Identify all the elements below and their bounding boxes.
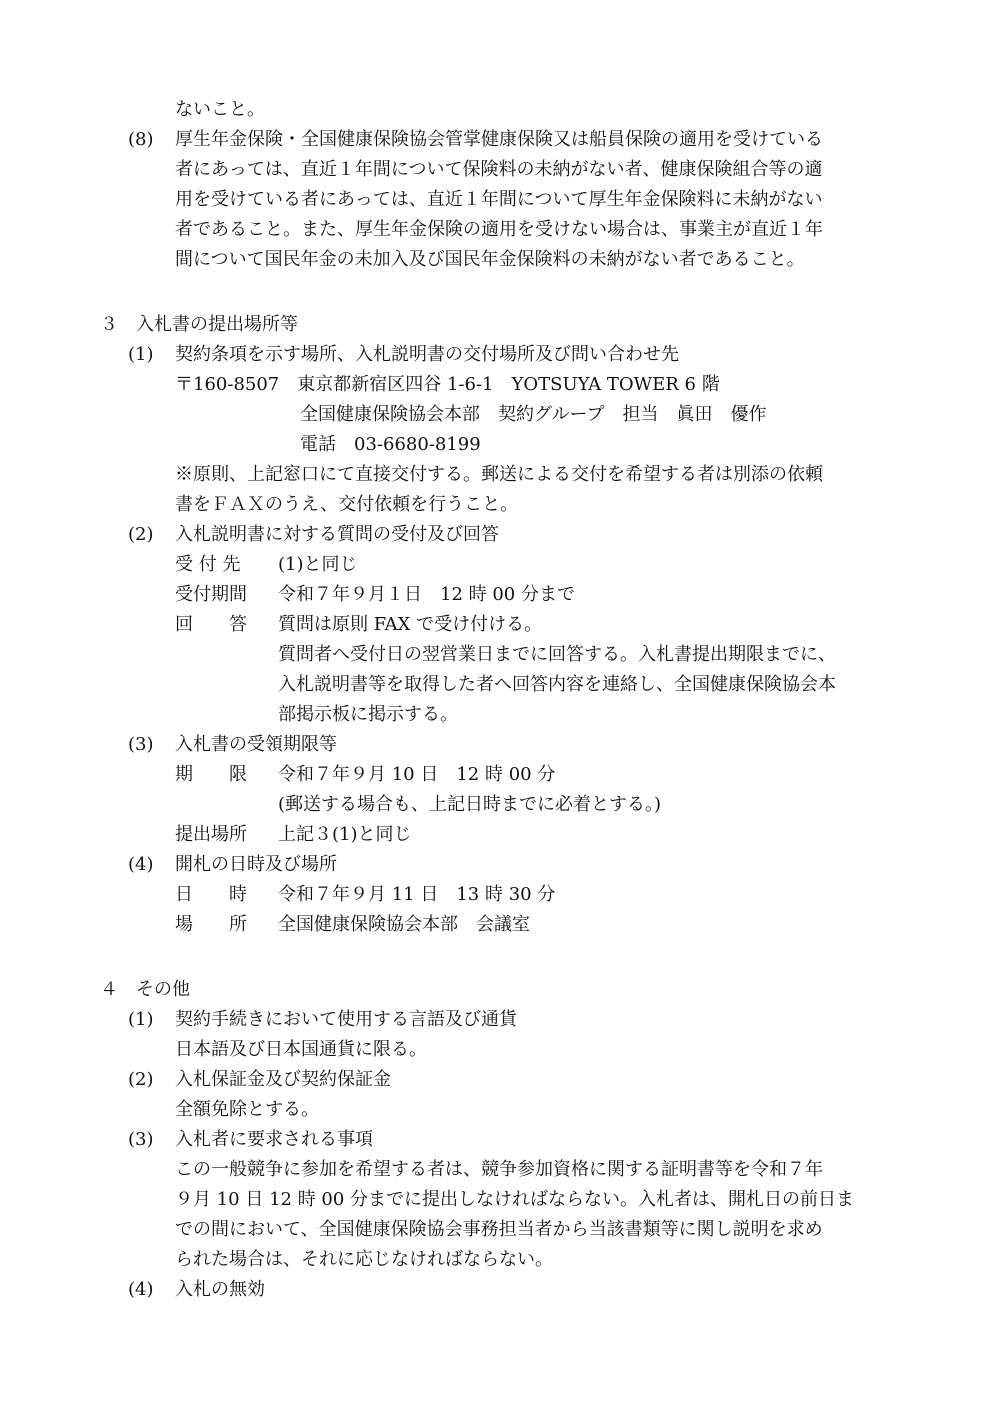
item-8-line: 者にあっては、直近１年間について保険料の未納がない者、健康保険組合等の適	[175, 159, 823, 180]
contact-person: 全国健康保険協会本部 契約グループ 担当 眞田 優作	[300, 404, 767, 425]
opening-place-value: 全国健康保険協会本部 会議室	[278, 914, 530, 935]
contact-phone: 電話 03-6680-8199	[300, 434, 481, 455]
section-4-4-title: 入札の無効	[175, 1279, 265, 1300]
section-3-2-title: 入札説明書に対する質問の受付及び回答	[175, 524, 499, 545]
item-8-line: 厚生年金保険・全国健康保険協会管掌健康保険又は船員保険の適用を受けている	[175, 129, 823, 150]
section-4-1-body: 日本語及び日本国通貨に限る。	[175, 1039, 427, 1060]
period-value: 令和７年９月１日 12 時 00 分まで	[278, 584, 575, 605]
section-4-3-body: での間において、全国健康保険協会事務担当者から当該書類等に関し説明を求め	[175, 1219, 823, 1240]
section-4-3-body: ９月 10 日 12 時 00 分までに提出しなければならない。入札者は、開札日の前日ま	[175, 1189, 855, 1210]
answer-label: 回 答	[175, 614, 247, 635]
section-4-4-number: (4)	[128, 1279, 154, 1300]
section-4-3-body: られた場合は、それに応じなければならない。	[175, 1249, 553, 1270]
section-3-4-title: 開札の日時及び場所	[175, 854, 337, 875]
item-8-number: (8)	[128, 129, 154, 150]
section-3-2-number: (2)	[128, 524, 154, 545]
section-3-4-number: (4)	[128, 854, 154, 875]
period-label: 受付期間	[175, 584, 247, 605]
section-3-3-number: (3)	[128, 734, 154, 755]
submission-place-value: 上記３(1)と同じ	[278, 824, 412, 845]
section-4-2-title: 入札保証金及び契約保証金	[175, 1069, 391, 1090]
deadline-label: 期 限	[175, 764, 247, 785]
reception-label: 受 付 先	[175, 554, 241, 575]
deadline-value: 令和７年９月 10 日 12 時 00 分	[278, 764, 556, 785]
reception-value: (1)と同じ	[278, 554, 358, 575]
continuation-text: ないこと。	[175, 99, 265, 120]
section-4-heading: ４ その他	[100, 979, 190, 1000]
answer-value: 部掲示板に掲示する。	[278, 704, 458, 725]
section-3-1-title: 契約条項を示す場所、入札説明書の交付場所及び問い合わせ先	[175, 344, 679, 365]
section-4-2-number: (2)	[128, 1069, 154, 1090]
section-3-1-number: (1)	[128, 344, 154, 365]
section-4-1-title: 契約手続きにおいて使用する言語及び通貨	[175, 1009, 517, 1030]
section-4-2-body: 全額免除とする。	[175, 1099, 319, 1120]
answer-value: 質問は原則 FAX で受け付ける。	[278, 614, 543, 635]
section-4-3-body: この一般競争に参加を希望する者は、競争参加資格に関する証明書等を令和７年	[175, 1159, 823, 1180]
item-8-line: 者であること。また、厚生年金保険の適用を受けない場合は、事業主が直近１年	[175, 219, 823, 240]
answer-value: 入札説明書等を取得した者へ回答内容を連絡し、全国健康保険協会本	[278, 674, 836, 695]
opening-datetime-label: 日 時	[175, 884, 247, 905]
opening-datetime-value: 令和７年９月 11 日 13 時 30 分	[278, 884, 556, 905]
deadline-note: (郵送する場合も、上記日時までに必着とする。)	[278, 794, 662, 815]
item-8-line: 用を受けている者にあっては、直近１年間について厚生年金保険料に未納がない	[175, 189, 823, 210]
section-3-3-title: 入札書の受領期限等	[175, 734, 337, 755]
delivery-note: 書をＦＡＸのうえ、交付依頼を行うこと。	[175, 494, 519, 515]
item-8-line: 間について国民年金の未加入及び国民年金保険料の未納がない者であること。	[175, 249, 805, 270]
section-4-1-number: (1)	[128, 1009, 154, 1030]
section-4-3-title: 入札者に要求される事項	[175, 1129, 373, 1150]
submission-place-label: 提出場所	[175, 824, 247, 845]
section-3-heading: ３ 入札書の提出場所等	[100, 314, 298, 335]
delivery-note: ※原則、上記窓口にて直接交付する。郵送による交付を希望する者は別添の依頼	[175, 464, 823, 485]
answer-value: 質問者へ受付日の翌営業日までに回答する。入札書提出期限までに、	[278, 644, 836, 665]
postal-address: 〒160-8507 東京都新宿区四谷 1-6-1 YOTSUYA TOWER 6 階	[175, 374, 720, 395]
section-4-3-number: (3)	[128, 1129, 154, 1150]
opening-place-label: 場 所	[175, 914, 247, 935]
